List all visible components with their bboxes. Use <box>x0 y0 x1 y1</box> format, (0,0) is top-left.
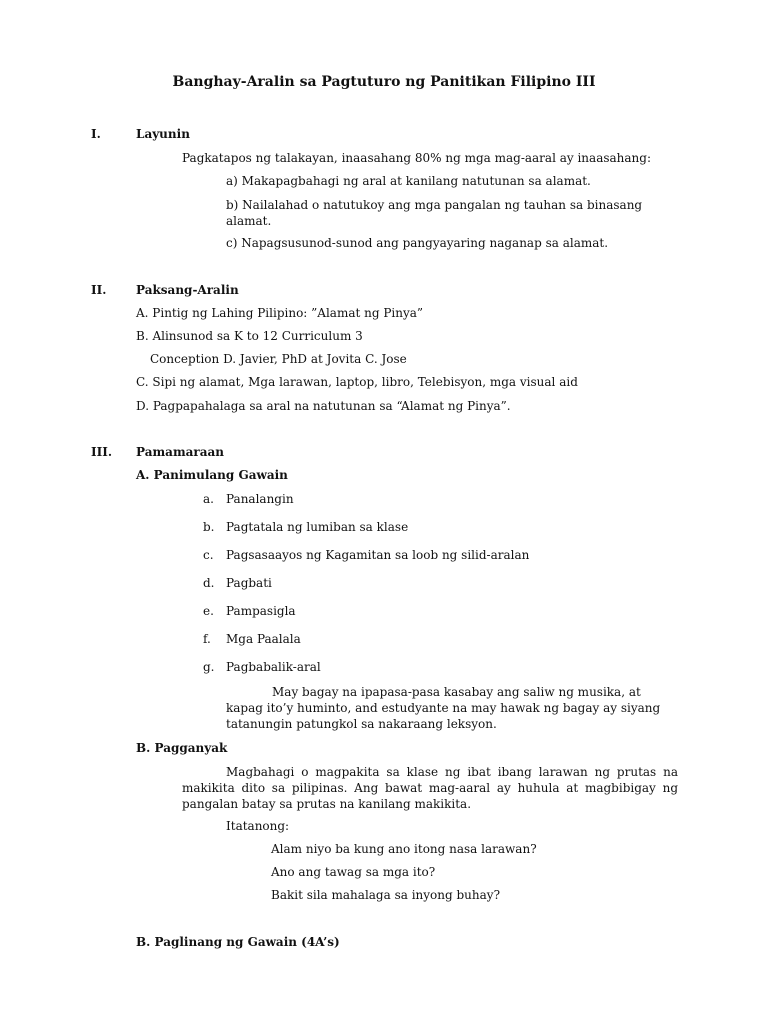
subsection-heading-paglinang: B. Paglinang ng Gawain (4A’s) <box>136 935 340 949</box>
list-item-letter: a. <box>203 492 214 506</box>
list-item-text: Pampasigla <box>226 604 296 618</box>
list-item-text: Panalangin <box>226 492 294 506</box>
list-item-text: Pagtatala ng lumiban sa klase <box>226 520 409 534</box>
list-item-text: Pagbabalik-aral <box>226 660 321 674</box>
list-item-letter: d. <box>203 576 215 590</box>
list-item-letter: f. <box>203 632 211 646</box>
itatanong-label: Itatanong: <box>226 819 290 833</box>
list-item-letter: e. <box>203 604 214 618</box>
layunin-item: a) Makapagbahagi ng aral at kanilang natutunan sa alamat. <box>226 174 591 188</box>
list-item-text: Pagbati <box>226 576 272 590</box>
subsection-heading-panimulang-gawain: A. Panimulang Gawain <box>136 468 288 482</box>
paksang-aralin-item: B. Alinsunod sa K to 12 Curriculum 3 <box>136 329 363 343</box>
layunin-item: b) Nailalahad o natutukoy ang mga pangalan ng tauhan sa binasang alamat. <box>226 198 643 228</box>
paksang-aralin-authors: Conception D. Javier, PhD at Jovita C. Jose <box>150 352 407 366</box>
layunin-item: c) Napagsusunod-sunod ang pangyayaring naganap sa alamat. <box>226 236 609 250</box>
document-title: Banghay-Aralin sa Pagtuturo ng Panitikan Filipino III <box>172 74 596 90</box>
list-item-letter: c. <box>203 548 214 562</box>
question-item: Alam niyo ba kung ano itong nasa larawan? <box>271 842 537 856</box>
pagganyak-paragraph: Magbahagi o magpakita sa klase ng ibat ibang larawan ng prutas na makikita dito sa pilipinas. Ang bawat mag-aaral ay huhula at magbibigay ng pangalan batay sa prutas na kanilang makikita. <box>182 765 678 811</box>
section-numeral: III. <box>91 445 113 459</box>
paksang-aralin-item: C. Sipi ng alamat, Mga larawan, laptop, libro, Telebisyon, mga visual aid <box>136 375 578 389</box>
section-heading-layunin: Layunin <box>136 127 190 141</box>
list-item-text: Pagsasaayos ng Kagamitan sa loob ng silid-aralan <box>226 548 530 562</box>
list-item-letter: g. <box>203 660 215 674</box>
paksang-aralin-item: A. Pintig ng Lahing Pilipino: ”Alamat ng Pinya” <box>136 306 424 320</box>
section-numeral: I. <box>91 127 101 141</box>
question-item: Bakit sila mahalaga sa inyong buhay? <box>271 888 501 902</box>
question-item: Ano ang tawag sa mga ito? <box>271 865 436 879</box>
section-heading-paksang-aralin: Paksang-Aralin <box>136 283 239 297</box>
pagbabalik-aral-paragraph: May bagay na ipapasa-pasa kasabay ang saliw ng musika, at kapag ito’y huminto, and estudyante na may hawak ng bagay ay siyang tatanungin patungkol sa nakaraang leksyon. <box>226 685 661 731</box>
list-item-text: Mga Paalala <box>226 632 301 646</box>
list-item-letter: b. <box>203 520 215 534</box>
section-numeral: II. <box>91 283 107 297</box>
paksang-aralin-item: D. Pagpapahalaga sa aral na natutunan sa “Alamat ng Pinya”. <box>136 399 511 413</box>
subsection-heading-pagganyak: B. Pagganyak <box>136 741 228 755</box>
section-heading-pamamaraan: Pamamaraan <box>136 445 225 459</box>
layunin-intro: Pagkatapos ng talakayan, inaasahang 80% ng mga mag-aaral ay inaasahang: <box>182 151 651 165</box>
